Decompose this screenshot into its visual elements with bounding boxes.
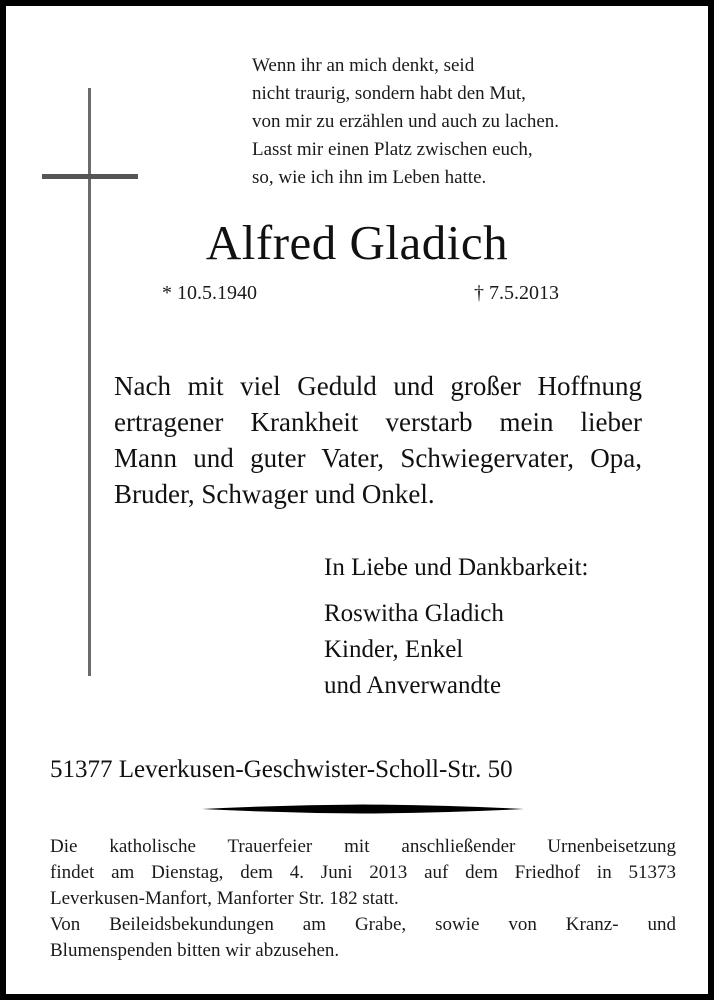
- poem-line: Wenn ihr an mich denkt, seid: [252, 55, 475, 76]
- announcement-line: Nach mit viel Geduld und großer Hoffnung: [114, 371, 642, 401]
- announcement-text: [114, 368, 642, 512]
- announcement-line: ertragener Krankheit verstarb mein lieber: [114, 407, 642, 437]
- poem: [252, 52, 559, 192]
- poem-line: Lasst mir einen Platz zwischen euch,: [252, 139, 533, 160]
- family-line: Roswitha Gladich: [324, 600, 504, 627]
- divider-ornament: [202, 804, 524, 814]
- announcement-line: Mann und guter Vater, Schwiegervater, Opa,: [114, 443, 642, 473]
- announcement-line: Bruder, Schwager und Onkel.: [114, 479, 435, 509]
- family-signatures: [324, 596, 504, 704]
- family-line: Kinder, Enkel: [324, 636, 464, 663]
- poem-line: so, wie ich ihn im Leben hatte.: [252, 167, 487, 188]
- info-line: Leverkusen-Manfort, Manforter Str. 182 statt.: [50, 888, 399, 909]
- info-line: findet am Dienstag, dem 4. Juni 2013 auf dem Friedhof in 51373: [50, 862, 676, 883]
- info-line: Die katholische Trauerfeier mit anschließender Urnenbeisetzung: [50, 836, 676, 857]
- closing-phrase: In Liebe und Dankbarkeit:: [324, 554, 589, 581]
- birth-date: * 10.5.1940: [162, 282, 257, 304]
- poem-line: nicht traurig, sondern habt den Mut,: [252, 83, 526, 104]
- poem-line: von mir zu erzählen und auch zu lachen.: [252, 111, 560, 132]
- death-date: † 7.5.2013: [474, 282, 559, 304]
- info-line: Blumenspenden bitten wir abzusehen.: [50, 940, 340, 961]
- info-line: Von Beileidsbekundungen am Grabe, sowie von Kranz- und: [50, 914, 676, 935]
- cross-icon-bar: [42, 174, 138, 179]
- deceased-name: Alfred Gladich: [205, 215, 509, 270]
- address: 51377 Leverkusen-Geschwister-Scholl-Str. 50: [50, 756, 513, 783]
- family-line: und Anverwandte: [324, 672, 502, 699]
- service-info: [50, 834, 676, 964]
